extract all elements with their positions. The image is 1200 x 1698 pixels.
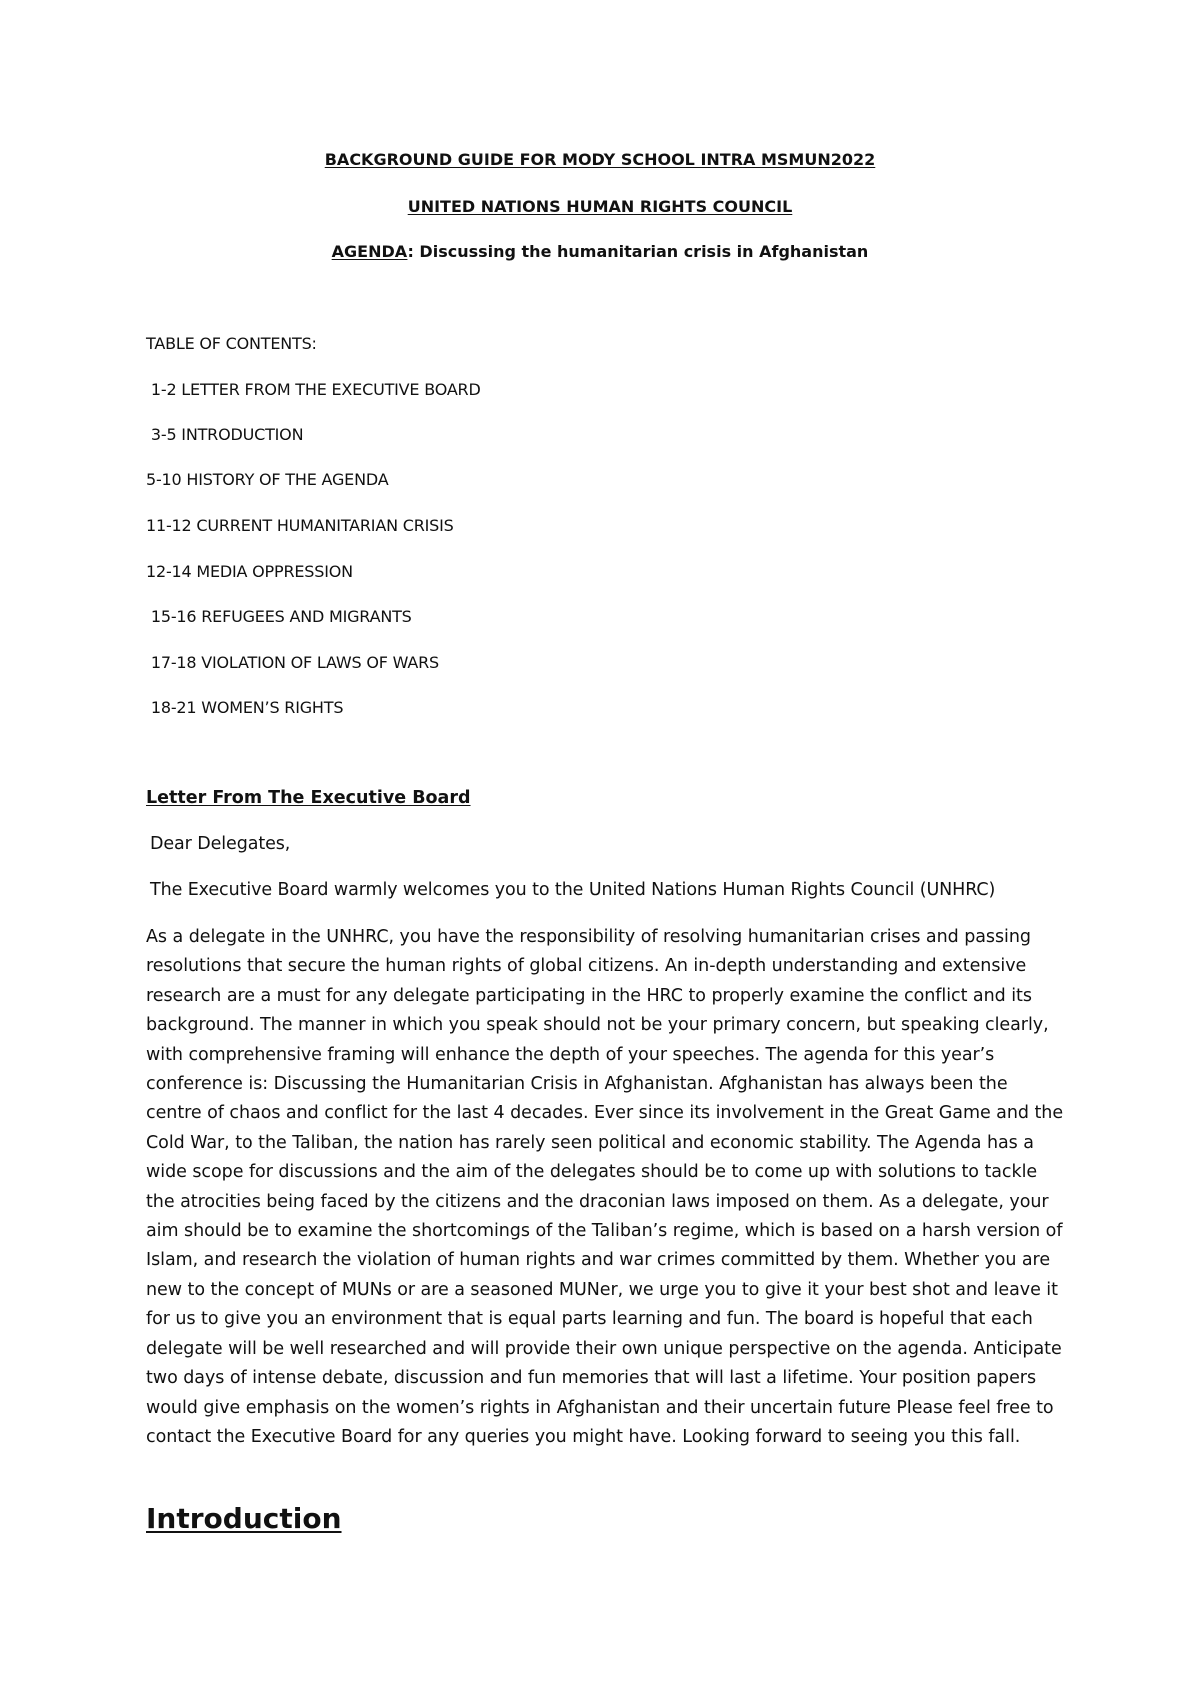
toc-item: 17-18 VIOLATION OF LAWS OF WARS	[146, 653, 439, 672]
introduction-heading: Introduction	[146, 1502, 342, 1535]
toc-item: 15-16 REFUGEES AND MIGRANTS	[146, 607, 412, 626]
letter-welcome: The Executive Board warmly welcomes you to the United Nations Human Rights Council (UNHRC)	[150, 880, 996, 900]
toc-item: 5-10 HISTORY OF THE AGENDA	[146, 470, 389, 489]
document-title: BACKGROUND GUIDE FOR MODY SCHOOL INTRA MSMUN2022	[324, 150, 876, 169]
committee-name: UNITED NATIONS HUMAN RIGHTS COUNCIL	[407, 197, 793, 216]
toc-heading: TABLE OF CONTENTS:	[146, 334, 317, 353]
letter-salutation: Dear Delegates,	[150, 834, 291, 854]
letter-heading: Letter From The Executive Board	[146, 788, 471, 808]
toc-item: 12-14 MEDIA OPPRESSION	[146, 562, 353, 581]
agenda-text: : Discussing the humanitarian crisis in Afghanistan	[407, 242, 869, 261]
toc-item: 11-12 CURRENT HUMANITARIAN CRISIS	[146, 516, 454, 535]
toc-item: 3-5 INTRODUCTION	[146, 425, 304, 444]
toc-item: 1-2 LETTER FROM THE EXECUTIVE BOARD	[146, 380, 481, 399]
agenda-label: AGENDA	[331, 242, 408, 261]
letter-body: As a delegate in the UNHRC, you have the responsibility of resolving humanitarian crises and passing resolutions that secure the human rights of global citizens. An in-depth understanding and extensive research are a must for any delegate participating in the HRC to properly examine the conflict and its background. The manner in which you speak should not be your primary concern, but speaking clearly, with comprehensive framing will enhance the depth of your speeches. The agenda for this year’s conference is: Discussing the Humanitarian Crisis in Afghanistan. Afghanistan has always been the centre of chaos and conflict for the last 4 decades. Ever since its involvement in the Great Game and the Cold War, to the Taliban, the nation has rarely seen political and economic stability. The Agenda has a wide scope for discussions and the aim of the delegates should be to come up with solutions to tackle the atrocities being faced by the citizens and the draconian laws imposed on them. As a delegate, your aim should be to examine the shortcomings of the Taliban’s regime, which is based on a harsh version of Islam, and research the violation of human rights and war crimes committed by them. Whether you are new to the concept of MUNs or are a seasoned MUNer, we urge you to give it your best shot and leave it for us to give you an environment that is equal parts learning and fun. The board is hopeful that each delegate will be well researched and will provide their own unique perspective on the agenda. Anticipate two days of intense debate, discussion and fun memories that will last a lifetime. Your position papers would give emphasis on the women’s rights in Afghanistan and their uncertain future Please feel free to contact the Executive Board for any queries you might have. Looking forward to seeing you this fall.	[146, 927, 1064, 1447]
toc-item: 18-21 WOMEN’S RIGHTS	[146, 698, 344, 717]
agenda-line	[0, 242, 1200, 261]
